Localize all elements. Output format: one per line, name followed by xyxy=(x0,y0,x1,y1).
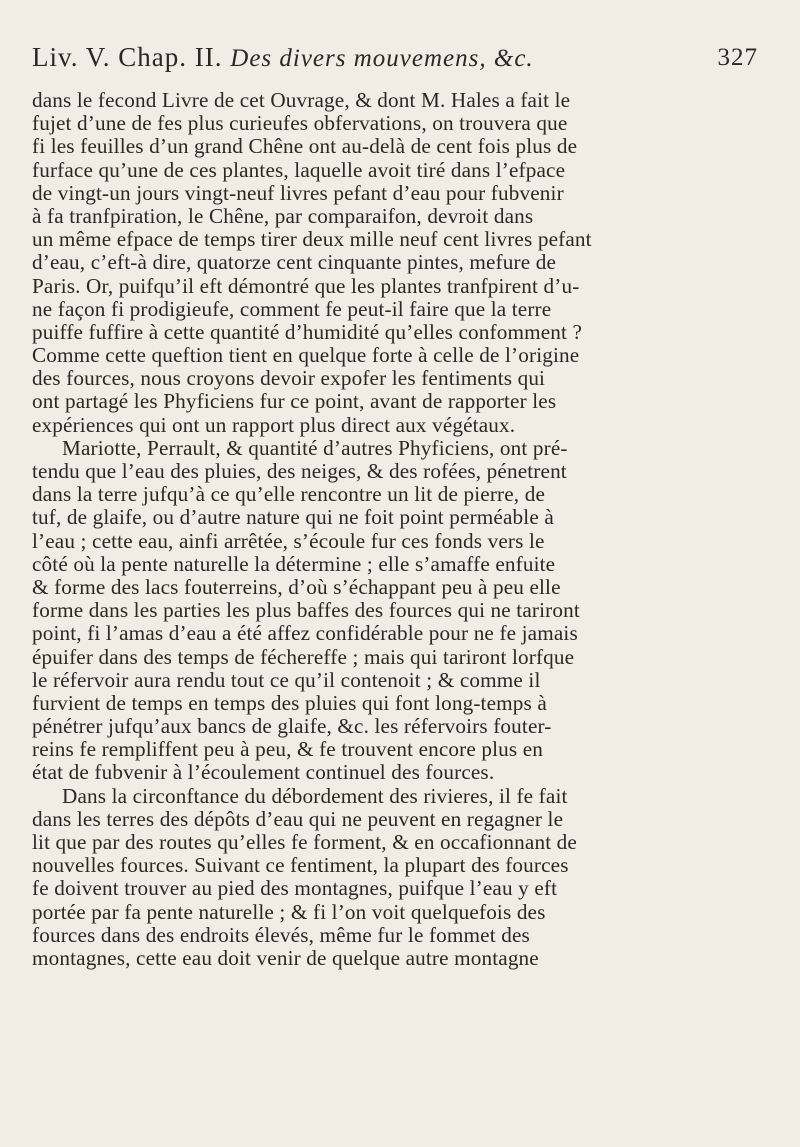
text-line: le réfervoir aura rendu tout ce qu’il contenoit ; & comme il xyxy=(32,667,541,692)
text-line: puiffe fuffire à cette quantité d’humidité qu’elles confomment ? xyxy=(32,319,583,344)
text-line: des fources, nous croyons devoir expofer les fentiments qui xyxy=(32,366,546,391)
running-header xyxy=(32,42,772,78)
text-line: tendu que l’eau des pluies, des neiges, & des rofées, pénetrent xyxy=(32,459,567,483)
text-line: côté où la pente naturelle la détermine ; elle s’amaffe enfuite xyxy=(32,551,556,576)
text-line: nouvelles fources. Suivant ce fentiment, la plupart des fources xyxy=(32,853,569,878)
text-line: dans le fecond Livre de cet Ouvrage, & dont M. Hales a fait le xyxy=(32,88,571,112)
text-line: l’eau ; cette eau, ainfi arrêtée, s’écoule fur ces fonds vers le xyxy=(32,528,545,553)
text-line: Mariotte, Perrault, & quantité d’autres Phyficiens, ont pré- xyxy=(62,435,568,460)
text-line: Paris. Or, puifqu’il eft démontré que les plantes tranfpirent d’u- xyxy=(32,273,580,298)
text-line: état de fubvenir à l’écoulement continuel des fources. xyxy=(32,760,495,785)
text-line: fources dans des endroits élevés, même fur le fommet des xyxy=(32,922,530,947)
text-line: fi les feuilles d’un grand Chêne ont au-delà de cent fois plus de xyxy=(32,134,578,159)
text-line: d’eau, c’eft-à dire, quatorze cent cinquante pintes, mefure de xyxy=(32,250,557,275)
text-line: un même efpace de temps tirer deux mille neuf cent livres pefant xyxy=(32,227,592,252)
text-line: forme dans les parties les plus baffes des fources qui ne tariront xyxy=(32,598,580,623)
text-line: ne façon fi prodigieufe, comment fe peut-il faire que la terre xyxy=(32,296,552,321)
chapter-title: Des divers mouvemens, &c. xyxy=(230,45,534,72)
text-line: Dans la circonftance du débordement des rivieres, il fe fait xyxy=(62,783,568,808)
body-text xyxy=(32,89,767,970)
text-line: ont partagé les Phyficiens fur ce point, avant de rapporter les xyxy=(32,389,557,414)
text-line: & forme des lacs fouterreins, d’où s’échappant peu à peu elle xyxy=(32,574,561,599)
text-line: épuifer dans des temps de féchereffe ; mais qui tariront lorfque xyxy=(32,644,575,669)
text-line: furvient de temps en temps des pluies qui font long-temps à xyxy=(32,690,547,715)
text-line: pénétrer jufqu’aux bancs de glaife, &c. les réfervoirs fouter- xyxy=(32,714,552,739)
text-line: dans les terres des dépôts d’eau qui ne peuvent en regagner le xyxy=(32,806,564,831)
text-line: portée par fa pente naturelle ; & fi l’on voit quelquefois des xyxy=(32,899,546,924)
text-line: expériences qui ont un rapport plus direct aux végétaux. xyxy=(32,412,516,437)
text-line: reins fe rempliffent peu à peu, & fe trouvent encore plus en xyxy=(32,737,544,762)
text-line: point, fi l’amas d’eau a été affez confidérable pour ne fe jamais xyxy=(32,621,578,646)
text-line: lit que par des routes qu’elles fe forment, & en occafionnant de xyxy=(32,830,577,854)
text-line: de vingt-un jours vingt-neuf livres pefant d’eau pour fubvenir xyxy=(32,180,564,205)
page-number: 327 xyxy=(717,44,758,71)
book-section-label: Liv. V. xyxy=(32,42,111,72)
text-line: furface qu’une de ces plantes, laquelle avoit tiré dans l’efpace xyxy=(32,157,566,182)
text-line: tuf, de glaife, ou d’autre nature qui ne foit point perméable à xyxy=(32,505,554,530)
text-line: Comme cette queftion tient en quelque forte à celle de l’origine xyxy=(32,343,580,368)
chapter-label: Chap. II. xyxy=(118,42,223,72)
text-line: montagnes, cette eau doit venir de quelque autre montagne xyxy=(32,945,539,970)
text-line: fe doivent trouver au pied des montagnes, puifque l’eau y eft xyxy=(32,876,558,901)
text-line: dans la terre jufqu’à ce qu’elle rencontre un lit de pierre, de xyxy=(32,482,545,507)
text-line: fujet d’une de fes plus curieufes obfervations, on trouvera que xyxy=(32,111,568,136)
text-line: à fa tranfpiration, le Chêne, par comparaifon, devroit dans xyxy=(32,203,534,228)
